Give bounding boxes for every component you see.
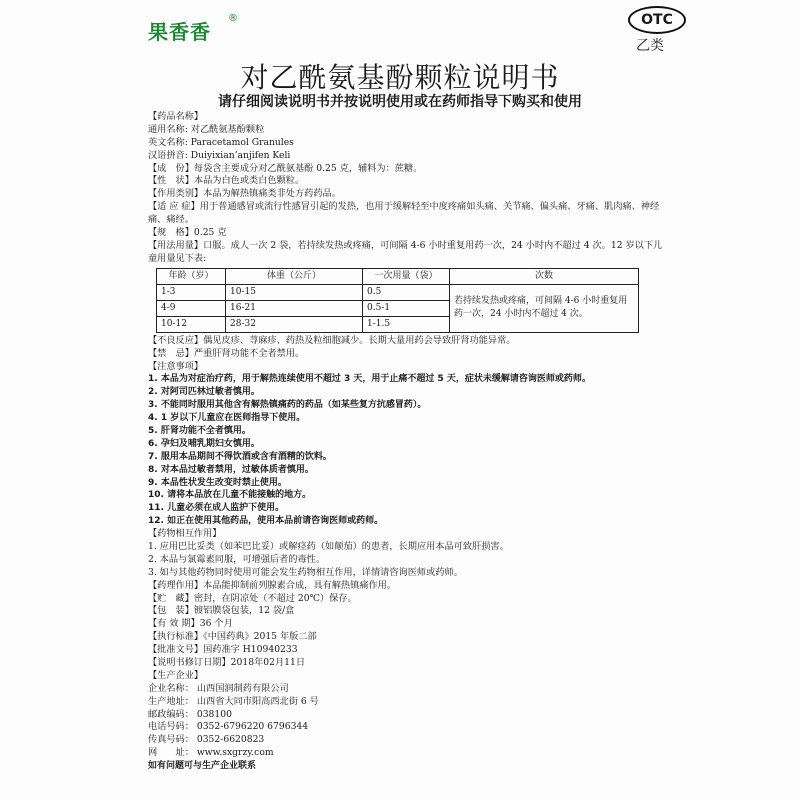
postcode: 邮政编码： 038100 — [148, 708, 232, 720]
table-header-frequency: 次数 — [450, 268, 639, 284]
precaution-item: 1. 本品为对症治疗药，用于解热连续使用不超过 3 天，用于止痛不超过 5 天，症状未缓解请咨询医师或药师。 — [148, 374, 591, 385]
frequency-note: 若持续发热或疼痛，可间隔 4-6 小时重复用药一次，24 小时内不超过 4 次。 — [450, 284, 639, 332]
table-cell: 1-3 — [157, 284, 226, 300]
contact-footer: 如有问题可与生产企业联系 — [148, 761, 257, 772]
document-subtitle: 请仔细阅读说明书并按说明使用或在药师指导下购买和使用 — [218, 94, 582, 110]
pharmacology: 【药理作用】本品能抑制前列腺素合成，具有解热镇痛作用。 — [148, 579, 397, 591]
precaution-item: 6. 孕妇及哺乳期妇女慎用。 — [148, 438, 260, 449]
table-row — [157, 284, 639, 300]
table-cell: 16-21 — [226, 300, 363, 316]
table-cell: 10-15 — [226, 284, 363, 300]
precaution-item: 8. 对本品过敏者禁用，过敏体质者慎用。 — [148, 464, 314, 475]
precaution-item: 10. 请将本品放在儿童不能接触的地方。 — [148, 490, 312, 501]
table-header-age: 年龄（岁） — [157, 268, 226, 284]
standard: 【执行标准】《中国药典》2015 年版二部 — [148, 631, 317, 643]
interaction-item: 1. 应用巴比妥类（如苯巴比妥）或解痉药（如颠茄）的患者，长期应用本品可致肝损害。 — [148, 541, 509, 552]
otc-badge: OTC — [628, 6, 686, 34]
precaution-item: 11. 儿童必须在成人监护下使用。 — [148, 503, 285, 514]
section-heading-name: 【药品名称】 — [148, 111, 204, 122]
section-heading-manufacturer: 【生产企业】 — [148, 669, 204, 681]
precaution-item: 5. 肝肾功能不全者慎用。 — [148, 425, 251, 436]
dosage-table — [156, 268, 639, 333]
specification: 【规 格】0.25 克 — [148, 227, 227, 239]
section-heading-interactions: 【药物相互作用】 — [148, 528, 222, 540]
table-cell: 4-9 — [157, 300, 226, 316]
category: 【作用类别】本品为解热镇痛类非处方药药品。 — [148, 188, 341, 200]
validity: 【有 效 期】36 个月 — [148, 618, 233, 630]
precaution-item: 2. 对阿司匹林过敏者慎用。 — [148, 387, 260, 398]
table-header-dose: 一次用量（袋） — [363, 268, 450, 284]
company-address: 生产地址： 山西省大同市阳高西北街 6 号 — [148, 695, 319, 707]
table-cell: 1-1.5 — [363, 316, 450, 332]
character: 【性 状】本品为白色或类白色颗粒。 — [148, 175, 305, 187]
otc-class-label: 乙类 — [636, 38, 664, 54]
storage: 【贮 藏】密封，在阴凉处（不超过 20℃）保存。 — [148, 592, 357, 604]
table-cell: 0.5-1 — [363, 300, 450, 316]
brand-logo: 果香香 — [148, 20, 211, 44]
contraindications: 【禁 忌】严重肝肾功能不全者禁用。 — [148, 347, 305, 359]
pinyin-name: 汉语拼音: Duiyixian’anjifen Keli — [148, 149, 291, 161]
package: 【包 装】镀铝膜袋包装，12 袋/盒 — [148, 605, 295, 617]
precaution-item: 9. 本品性状发生改变时禁止使用。 — [148, 477, 287, 488]
table-cell: 10-12 — [157, 316, 226, 332]
registered-mark: ® — [228, 13, 238, 24]
approval-number: 【批准文号】国药准字 H10940233 — [148, 644, 298, 656]
table-header-row — [157, 268, 639, 284]
usage: 【用法用量】口服。成人一次 2 袋，若持续发热或疼痛，可间隔 4-6 小时重复用药一次，24 小时内不超过 4 次。12 岁以下儿童用量见下表: — [148, 239, 663, 264]
section-heading-precautions: 【注意事项】 — [148, 360, 204, 372]
indications: 【适 应 症】用于普通感冒或流行性感冒引起的发热，也用于缓解轻至中度疼痛如头痛、关节痛、偏头痛、牙痛、肌肉痛、神经痛、痛经。 — [148, 201, 660, 226]
generic-name: 通用名称: 对乙酰氨基酚颗粒 — [148, 123, 265, 135]
fax: 传真号码： 0352-6620823 — [148, 734, 265, 746]
precaution-item: 3. 不能同时服用其他含有解热镇痛药的药品（如某些复方抗感冒药）。 — [148, 400, 427, 411]
composition: 【成 份】每袋含主要成分对乙酰氨基酚 0.25 克，辅料为：蔗糖。 — [148, 162, 423, 174]
table-header-weight: 体重（公斤） — [226, 268, 363, 284]
interaction-item: 2. 本品与氯霉素同服，可增强后者的毒性。 — [148, 553, 326, 565]
precaution-item: 12. 如正在使用其他药品，使用本品前请咨询医师或药师。 — [148, 516, 384, 527]
leaflet-body — [148, 111, 668, 773]
precaution-item: 7. 服用本品期间不得饮酒或含有酒精的饮料。 — [148, 451, 332, 462]
revision-date: 【说明书修订日期】2018年02月11日 — [148, 657, 306, 669]
english-name: 英文名称: Paracetamol Granules — [148, 136, 294, 148]
company-name: 企业名称： 山西国润制药有限公司 — [148, 682, 289, 694]
interaction-item: 3. 如与其他药物同时使用可能会发生药物相互作用，详情请咨询医师或药师。 — [148, 566, 463, 578]
table-cell: 28-32 — [226, 316, 363, 332]
document-title: 对乙酰氨基酚颗粒说明书 — [240, 61, 560, 94]
phone: 电话号码： 0352-6796220 6796344 — [148, 721, 309, 733]
precaution-item: 4. 1 岁以下儿童应在医师指导下使用。 — [148, 413, 306, 424]
table-cell: 0.5 — [363, 284, 450, 300]
website: 网 址： www.sxgrzy.com — [148, 747, 274, 759]
adverse-reactions: 【不良反应】偶见皮疹、荨麻疹、药热及粒细胞减少。长期大量用药会导致肝肾功能异常。 — [148, 334, 516, 346]
